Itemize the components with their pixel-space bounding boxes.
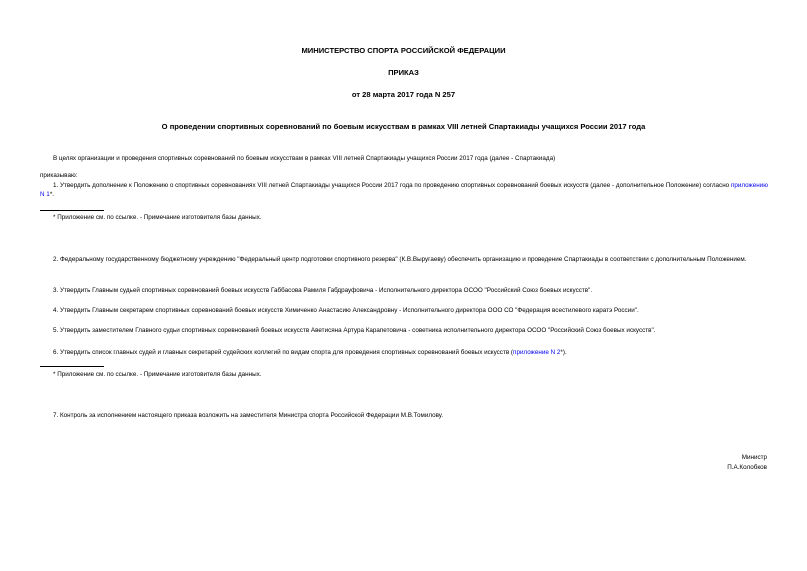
order-word: приказываю: xyxy=(40,172,78,179)
footnote-2: * Приложение см. по ссылке. - Примечание изготовителя базы данных. xyxy=(53,371,262,378)
signature-name: П.А.Колобков xyxy=(727,464,767,471)
footnote-1: * Приложение см. по ссылке. - Примечание изготовителя базы данных. xyxy=(53,214,262,221)
document-title: О проведении спортивных соревнований по боевым искусствам в рамках VIII летней Спартакиады учащихся России 2017 года xyxy=(161,122,646,131)
item-1-text: 1. Утвердить дополнение к Положению о спортивных соревнованиях VIII летней Спартакиады учащихся России 2017 года по проведению спортивных соревнований боевых искусств (далее - дополнительное Положение) согласно xyxy=(53,182,731,189)
item-6-text: 6. Утвердить список главных судей и главных секретарей судейских коллегий по видам спорта для проведения спортивных соревнований боевых искусств ( xyxy=(53,349,514,356)
appendix-2-link[interactable]: приложение N 2 xyxy=(513,349,561,356)
signature-position: Министр xyxy=(741,454,767,461)
date-number-heading: от 28 марта 2017 года N 257 xyxy=(351,90,456,99)
ministry-heading: МИНИСТЕРСТВО СПОРТА РОССИЙСКОЙ ФЕДЕРАЦИИ xyxy=(301,46,506,55)
item-6-paragraph xyxy=(40,348,768,357)
item-1-paragraph xyxy=(40,181,768,199)
intro-paragraph: В целях организации и проведения спортивных соревнований по боевым искусствам в рамках VIII летней Спартакиады учащихся России 2017 года (далее - Спартакиада) xyxy=(53,155,556,162)
item-7-paragraph: 7. Контроль за исполнением настоящего приказа возложить на заместителя Министра спорта Российской Федерации М.В.Томилову. xyxy=(53,412,444,419)
item-4-paragraph: 4. Утвердить Главным секретарем спортивных соревнований боевых искусств Химиченко Анастасию Александровну - Исполнительного директора ООО СО "Федерация всестилевого каратэ России". xyxy=(53,307,639,314)
item-1-end: *. xyxy=(49,191,55,198)
appendix-1-link[interactable]: приложению N 1 xyxy=(40,182,768,198)
item-3-paragraph: 3. Утвердить Главным судьей спортивных соревнований боевых искусств Габбасова Рамиля Габдрауфовича - Исполнительного директора ОСОО "Российский Союз боевых искусств". xyxy=(53,287,593,294)
item-5-paragraph: 5. Утвердить заместителем Главного судьи спортивных соревнований боевых искусств Аветисяна Артура Карапетовича - советника исполнительного директора ОСОО "Российский Союз боевых искусств". xyxy=(53,327,656,334)
item-6-end: *). xyxy=(560,349,567,356)
doc-type-heading: ПРИКАЗ xyxy=(388,68,419,77)
item-2-paragraph: 2. Федеральному государственному бюджетному учреждению "Федеральный центр подготовки спортивного резерва" (К.В.Выругаеву) обеспечить организацию и проведение Спартакиады в соответствии с дополнительным Положением. xyxy=(53,256,747,263)
footnote-divider-2 xyxy=(40,366,104,367)
footnote-divider-1 xyxy=(40,210,104,211)
